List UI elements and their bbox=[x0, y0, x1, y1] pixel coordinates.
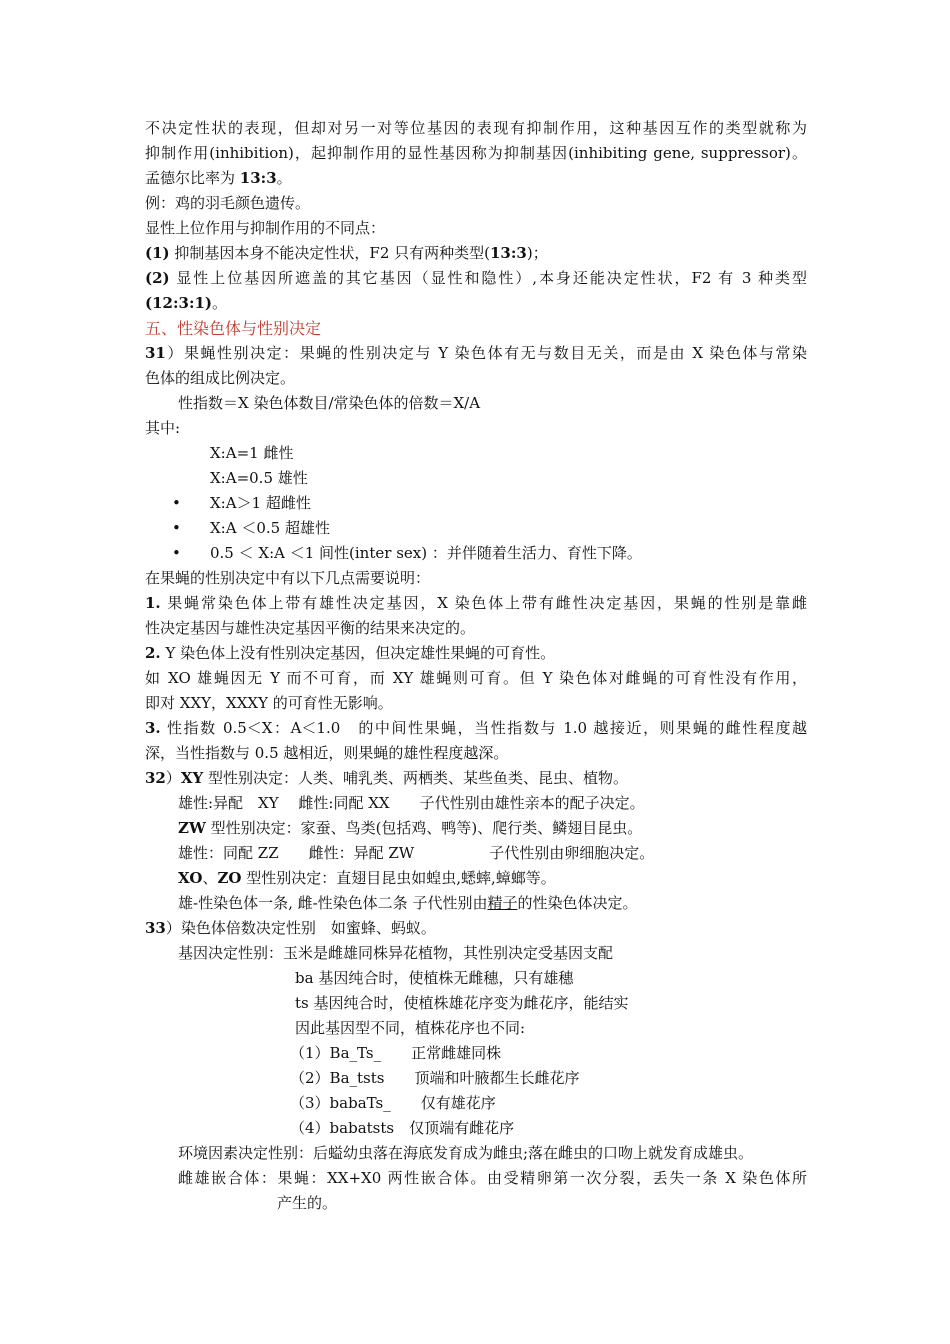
ratio-item: X:A=0.5 雄性 bbox=[210, 469, 308, 487]
ratio-item: X:A ＜0.5 超雄性 bbox=[210, 519, 330, 537]
para-line: 雌雄嵌合体：果蝇：XX+X0 两性嵌合体。由受精卵第一次分裂，丢失一条 X 染色体所 bbox=[178, 1169, 807, 1187]
para-line: 显性上位作用与抑制作用的不同点： bbox=[145, 219, 386, 237]
genotype-item: （1）Ba_Ts_ 正常雌雄同株 bbox=[290, 1044, 502, 1062]
para-line: XO、ZO 型性别决定：直翅目昆虫如蝗虫,蟋蟀,蟑螂等。 bbox=[178, 869, 556, 887]
para-line: 抑制作用(inhibition)，起抑制作用的显性基因称为抑制基因(inhibiting gene, suppressor)。 bbox=[145, 144, 807, 162]
para-line: 性决定基因与雄性决定基因平衡的结果来决定的。 bbox=[145, 619, 476, 637]
para-line: 环境因素决定性别：后螠幼虫落在海底发育成为雌虫;落在雌虫的口吻上就发育成雄虫。 bbox=[178, 1144, 754, 1162]
para-line: 雄-性染色体一条, 雌-性染色体二条 子代性别由精子的性染色体决定。 bbox=[178, 894, 638, 912]
para-line: 深，当性指数与 0.5 越相近，则果蝇的雄性程度越深。 bbox=[145, 744, 509, 762]
bullet: • bbox=[172, 544, 181, 562]
para-line: 33）染色体倍数决定性别 如蜜蜂、蚂蚁。 bbox=[145, 919, 436, 937]
para-line: 2. Y 染色体上没有性别决定基因，但决定雄性果蝇的可育性。 bbox=[145, 644, 556, 662]
para-line: 3. 性指数 0.5＜X：A＜1.0 的中间性果蝇，当性指数与 1.0 越接近，则果蝇的雌性程度越 bbox=[145, 719, 807, 737]
section-title: 五、性染色体与性别决定 bbox=[145, 319, 322, 338]
para-line: 色体的组成比例决定。 bbox=[145, 369, 296, 387]
para-line: 基因决定性别：玉米是雌雄同株异花植物，其性别决定受基因支配 bbox=[178, 944, 614, 962]
para-line: 其中: bbox=[145, 419, 181, 437]
para-line: 雄性：同配 ZZ 雌性：异配 ZW 子代性别由卵细胞决定。 bbox=[178, 844, 655, 862]
ratio-item: X:A=1 雌性 bbox=[210, 444, 294, 462]
list-item: (2) 显性上位基因所遮盖的其它基因（显性和隐性）,本身还能决定性状，F2 有 3 种类型 bbox=[145, 269, 807, 287]
para-line: ts 基因纯合时，使植株雄花序变为雌花序，能结实 bbox=[295, 994, 629, 1012]
list-item: (12:3:1)。 bbox=[145, 294, 228, 312]
genotype-item: （4）babatsts 仅顶端有雌花序 bbox=[290, 1119, 515, 1137]
para-line: ZW 型性别决定：家蚕、鸟类(包括鸡、鸭等)、爬行类、鳞翅目昆虫。 bbox=[178, 819, 643, 837]
para-line: 31）果蝇性别决定：果蝇的性别决定与 Y 染色体有无与数目无关，而是由 X 染色体与常染 bbox=[145, 344, 807, 362]
bullet: • bbox=[172, 494, 181, 512]
para-line: 雄性:异配 XY 雌性:同配 XX 子代性别由雄性亲本的配子决定。 bbox=[178, 794, 645, 812]
para-line: 孟德尔比率为 13:3。 bbox=[145, 169, 292, 187]
para-line: 在果蝇的性别决定中有以下几点需要说明： bbox=[145, 569, 431, 587]
genotype-item: （3）babaTs_ 仅有雄花序 bbox=[290, 1094, 496, 1112]
list-item: (1) 抑制基因本身不能决定性状，F2 只有两种类型(13:3)； bbox=[145, 244, 548, 262]
ratio-item: 0.5 ＜ X:A ＜1 间性(inter sex) ：并伴随着生活力、育性下降。 bbox=[210, 544, 642, 562]
para-line: 1. 果蝇常染色体上带有雄性决定基因，X 染色体上带有雌性决定基因，果蝇的性别是靠雌 bbox=[145, 594, 807, 612]
ratio-item: X:A＞1 超雌性 bbox=[210, 494, 311, 512]
para-line: 例：鸡的羽毛颜色遗传。 bbox=[145, 194, 311, 212]
para-line: ba 基因纯合时，使植株无雌穗，只有雄穗 bbox=[295, 969, 574, 987]
para-line: 如 XO 雄蝇因无 Y 而不可育，而 XY 雄蝇则可育。但 Y 染色体对雌蝇的可育性没有作用， bbox=[145, 669, 807, 687]
formula-line: 性指数＝X 染色体数目/常染色体的倍数＝X/A bbox=[178, 394, 481, 412]
genotype-item: （2）Ba_tsts 顶端和叶腋都生长雌花序 bbox=[290, 1069, 580, 1087]
para-line: 因此基因型不同，植株花序也不同: bbox=[295, 1019, 526, 1037]
para-line: 不决定性状的表现，但却对另一对等位基因的表现有抑制作用，这种基因互作的类型就称为 bbox=[145, 119, 807, 137]
para-line: 即对 XXY，XXXY 的可育性无影响。 bbox=[145, 694, 393, 712]
para-line: 产生的。 bbox=[277, 1194, 338, 1212]
bullet: • bbox=[172, 519, 181, 537]
para-line: 32）XY 型性别决定：人类、哺乳类、两栖类、某些鱼类、昆虫、植物。 bbox=[145, 769, 629, 787]
